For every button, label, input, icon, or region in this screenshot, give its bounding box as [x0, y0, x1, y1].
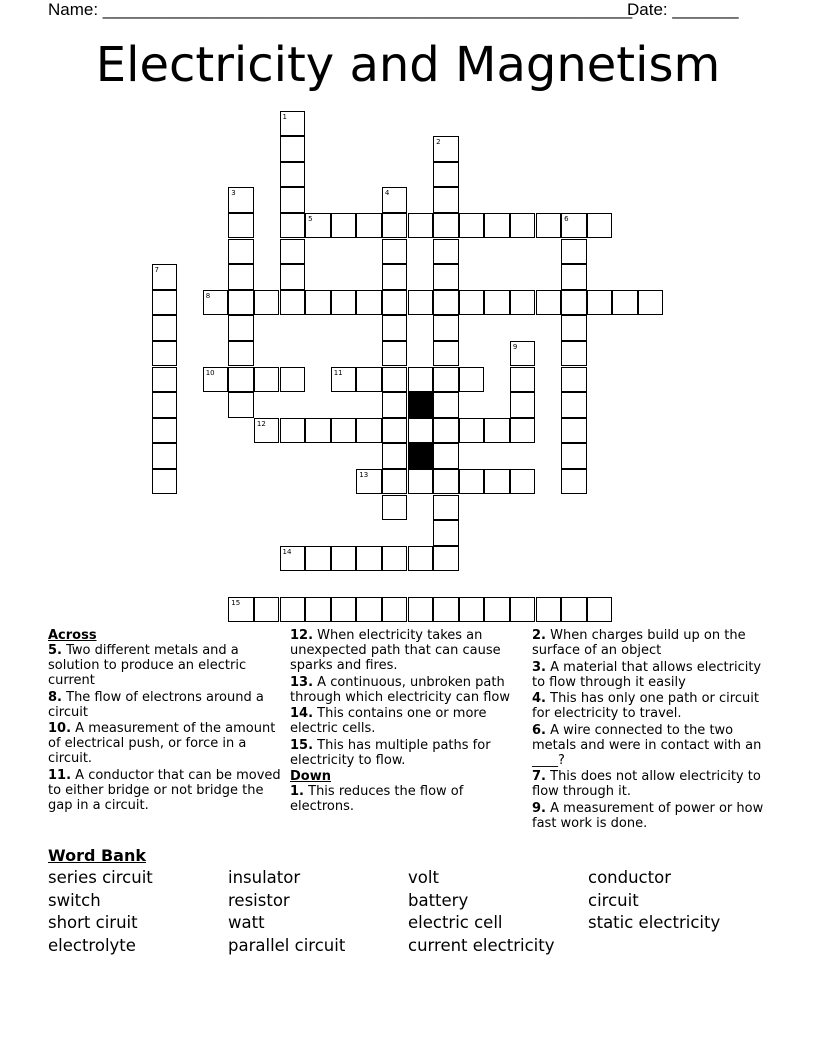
grid-cell[interactable] [305, 597, 331, 623]
grid-cell[interactable] [433, 520, 459, 546]
grid-cell[interactable] [587, 290, 613, 316]
cell-number: 13 [359, 470, 369, 479]
grid-cell[interactable] [228, 290, 254, 316]
grid-cell[interactable] [382, 315, 408, 341]
grid-cell[interactable] [305, 546, 331, 572]
grid-cell[interactable] [433, 239, 459, 265]
page-title: Electricity and Magnetism [95, 37, 721, 93]
grid-cell[interactable] [536, 290, 562, 316]
grid-cell[interactable] [561, 341, 587, 367]
grid-cell[interactable] [561, 264, 587, 290]
grid-cell[interactable] [152, 469, 178, 495]
grid-cell[interactable] [561, 392, 587, 418]
grid-cell[interactable] [382, 213, 408, 239]
clues-column-3 [532, 628, 772, 832]
clue-down-2: 2. When charges build up on the surface of an object [532, 628, 746, 658]
word-bank-item: battery [408, 890, 469, 910]
word-bank-item: watt [228, 913, 265, 933]
grid-cell[interactable] [536, 213, 562, 239]
grid-cell[interactable] [510, 469, 536, 495]
grid-cell[interactable] [152, 367, 178, 393]
clue-down-7: 7. This does not allow electricity to flow through it. [532, 769, 761, 799]
grid-cell[interactable] [228, 315, 254, 341]
grid-cell[interactable] [356, 546, 382, 572]
grid-cell[interactable] [484, 418, 510, 444]
grid-cell[interactable] [280, 111, 306, 137]
grid-cell[interactable] [382, 264, 408, 290]
grid-cell[interactable] [408, 469, 434, 495]
grid-cell[interactable] [433, 264, 459, 290]
cell-number: 9 [512, 342, 518, 351]
grid-cell[interactable] [433, 290, 459, 316]
grid-cell[interactable] [254, 597, 280, 623]
grid-cell[interactable] [561, 418, 587, 444]
grid-cell[interactable] [510, 290, 536, 316]
grid-cell[interactable] [382, 187, 408, 213]
grid-cell[interactable] [228, 213, 254, 239]
grid-cell[interactable] [459, 469, 485, 495]
grid-cell[interactable] [254, 290, 280, 316]
grid-cell[interactable] [459, 290, 485, 316]
grid-cell[interactable] [382, 469, 408, 495]
word-bank-title: Word Bank [48, 846, 147, 865]
grid-cell[interactable] [280, 213, 306, 239]
grid-cell[interactable] [612, 290, 638, 316]
grid-cell[interactable] [561, 469, 587, 495]
clues-column-1 [48, 628, 284, 814]
clue-across-14: 14. This contains one or more electric cells. [290, 706, 487, 736]
grid-cell[interactable] [280, 367, 306, 393]
grid-cell[interactable] [536, 597, 562, 623]
grid-cell[interactable] [152, 392, 178, 418]
grid-cell[interactable] [280, 136, 306, 162]
grid-cell[interactable] [433, 136, 459, 162]
grid-cell[interactable] [152, 443, 178, 469]
grid-cell[interactable] [280, 162, 306, 188]
cell-number: 11 [333, 368, 343, 377]
word-bank-item: electric cell [408, 913, 503, 933]
grid-cell[interactable] [152, 418, 178, 444]
grid-cell[interactable] [433, 546, 459, 572]
grid-cell[interactable] [305, 213, 331, 239]
grid-cell[interactable] [356, 418, 382, 444]
cell-number: 1 [282, 112, 287, 121]
word-bank-item: insulator [228, 868, 301, 887]
grid-cell[interactable] [356, 367, 382, 393]
grid-cell[interactable] [433, 187, 459, 213]
grid-cell[interactable] [228, 239, 254, 265]
grid-cell[interactable] [356, 597, 382, 623]
grid-cell[interactable] [152, 341, 178, 367]
cell-number: 2 [436, 138, 441, 147]
grid-cell[interactable] [587, 597, 613, 623]
grid-cell[interactable] [356, 213, 382, 239]
grid-cell[interactable] [561, 239, 587, 265]
cell-number: 4 [384, 189, 390, 198]
word-bank-item: current electricity [408, 936, 555, 956]
grid-cell[interactable] [459, 418, 485, 444]
grid-cell[interactable] [382, 418, 408, 444]
grid-cell[interactable] [433, 392, 459, 418]
cell-number: 15 [231, 598, 241, 607]
grid-cell[interactable] [305, 418, 331, 444]
cell-number: 6 [564, 214, 569, 223]
word-bank-item: conductor [588, 868, 671, 887]
grid-cell[interactable] [433, 162, 459, 188]
word-bank-item: resistor [228, 890, 290, 910]
black-cell [408, 392, 434, 418]
word-bank-item: volt [408, 868, 439, 887]
word-bank-item: switch [48, 890, 101, 910]
grid-cell[interactable] [484, 597, 510, 623]
grid-cell[interactable] [280, 239, 306, 265]
grid-cell[interactable] [433, 315, 459, 341]
grid-cell[interactable] [280, 418, 306, 444]
grid-cell[interactable] [228, 367, 254, 393]
grid-cell[interactable] [510, 367, 536, 393]
grid-cell[interactable] [228, 392, 254, 418]
grid-cell[interactable] [510, 392, 536, 418]
grid-cell[interactable] [382, 546, 408, 572]
clue-across-13: 13. A continuous, unbroken path through which electricity can flow [290, 674, 510, 705]
word-bank-item: short ciruit [48, 913, 138, 933]
grid-cell[interactable] [382, 495, 408, 521]
grid-cell[interactable] [510, 597, 536, 623]
grid-cell[interactable] [152, 315, 178, 341]
grid-cell[interactable] [510, 341, 536, 367]
grid-cell[interactable] [510, 418, 536, 444]
clue-across-12: 12. When electricity takes an unexpected path that can cause sparks and fires. [290, 628, 501, 673]
grid-cell[interactable] [408, 418, 434, 444]
clue-down-9: 9. A measurement of power or how fast work is done. [532, 800, 764, 831]
grid-cell[interactable] [510, 213, 536, 239]
grid-cell[interactable] [254, 367, 280, 393]
word-bank-item: parallel circuit [228, 936, 346, 956]
grid-cell[interactable] [561, 443, 587, 469]
grid-cell[interactable] [587, 213, 613, 239]
grid-cell[interactable] [331, 290, 357, 316]
grid-cell[interactable] [484, 469, 510, 495]
grid-cell[interactable] [459, 213, 485, 239]
clues-column-2 [290, 628, 526, 816]
grid-cell[interactable] [305, 290, 331, 316]
grid-cell[interactable] [459, 367, 485, 393]
grid-cell[interactable] [561, 213, 587, 239]
word-bank-item: circuit [588, 890, 639, 910]
word-bank-item: static electricity [588, 913, 721, 933]
clue-across-15: 15. This has multiple paths for electricity to flow. [290, 737, 491, 768]
grid-cell[interactable] [228, 341, 254, 367]
grid-cell[interactable] [331, 418, 357, 444]
grid-cell[interactable] [433, 367, 459, 393]
across-heading: Across [48, 628, 97, 643]
grid-cell[interactable] [331, 546, 357, 572]
clue-across-5: 5. Two different metals and a solution to produce an electric current [48, 643, 247, 688]
clue-across-10: 10. A measurement of the amount of electrical push, or force in a circuit. [48, 721, 276, 766]
grid-cell[interactable] [356, 469, 382, 495]
grid-cell[interactable] [638, 290, 664, 316]
cell-number: 10 [205, 368, 215, 377]
grid-cell[interactable] [382, 290, 408, 316]
grid-cell[interactable] [203, 367, 229, 393]
word-bank-item: electrolyte [48, 936, 136, 956]
date-field-label: Date: _______ [627, 0, 739, 19]
word-bank-item: series circuit [48, 868, 153, 887]
grid-cell[interactable] [561, 315, 587, 341]
down-heading: Down [290, 769, 331, 784]
grid-cell[interactable] [433, 213, 459, 239]
grid-cell[interactable] [356, 290, 382, 316]
grid-cell[interactable] [228, 597, 254, 623]
grid-cell[interactable] [433, 443, 459, 469]
grid-cell[interactable] [152, 264, 178, 290]
name-field-label: Name: ________________________________________________________ [48, 0, 633, 19]
grid-cell[interactable] [408, 290, 434, 316]
grid-cell[interactable] [484, 213, 510, 239]
grid-cell[interactable] [280, 264, 306, 290]
clue-down-6: 6. A wire connected to the two metals and were in contact with an ____? [532, 722, 762, 768]
cell-number: 8 [205, 291, 211, 300]
grid-cell[interactable] [254, 418, 280, 444]
grid-cell[interactable] [331, 367, 357, 393]
grid-cell[interactable] [382, 341, 408, 367]
grid-cell[interactable] [433, 418, 459, 444]
clue-down-1: 1. This reduces the flow of electrons. [290, 784, 464, 814]
grid-cell[interactable] [433, 469, 459, 495]
grid-cell[interactable] [408, 213, 434, 239]
clue-across-11: 11. A conductor that can be moved to either bridge or not bridge the gap in a circuit. [48, 767, 281, 813]
clue-across-8: 8. The flow of electrons around a circuit [48, 689, 264, 720]
clue-down-4: 4. This has only one path or circuit for electricity to travel. [532, 691, 759, 721]
grid-cell[interactable] [382, 239, 408, 265]
cell-number: 7 [154, 266, 159, 275]
grid-cell[interactable] [203, 290, 229, 316]
cell-number: 5 [308, 214, 313, 223]
grid-cell[interactable] [382, 597, 408, 623]
clue-down-3: 3. A material that allows electricity to flow through it easily [532, 659, 762, 690]
cell-number: 14 [282, 547, 292, 556]
grid-cell[interactable] [228, 187, 254, 213]
grid-cell[interactable] [433, 341, 459, 367]
grid-cell[interactable] [152, 290, 178, 316]
grid-cell[interactable] [408, 597, 434, 623]
grid-cell[interactable] [484, 290, 510, 316]
grid-cell[interactable] [561, 290, 587, 316]
grid-cell[interactable] [382, 392, 408, 418]
grid-cell[interactable] [382, 443, 408, 469]
cell-number: 3 [231, 189, 236, 198]
grid-cell[interactable] [280, 290, 306, 316]
grid-cell[interactable] [408, 367, 434, 393]
black-cell [408, 443, 434, 469]
grid-cell[interactable] [433, 597, 459, 623]
grid-cell[interactable] [408, 546, 434, 572]
cell-number: 12 [256, 419, 266, 428]
grid-cell[interactable] [382, 367, 408, 393]
grid-cell[interactable] [459, 597, 485, 623]
grid-cell[interactable] [561, 597, 587, 623]
grid-cell[interactable] [561, 367, 587, 393]
grid-cell[interactable] [331, 597, 357, 623]
grid-cell[interactable] [331, 213, 357, 239]
grid-cell[interactable] [280, 187, 306, 213]
grid-cell[interactable] [433, 495, 459, 521]
grid-cell[interactable] [280, 597, 306, 623]
grid-cell[interactable] [228, 264, 254, 290]
grid-cell[interactable] [280, 546, 306, 572]
